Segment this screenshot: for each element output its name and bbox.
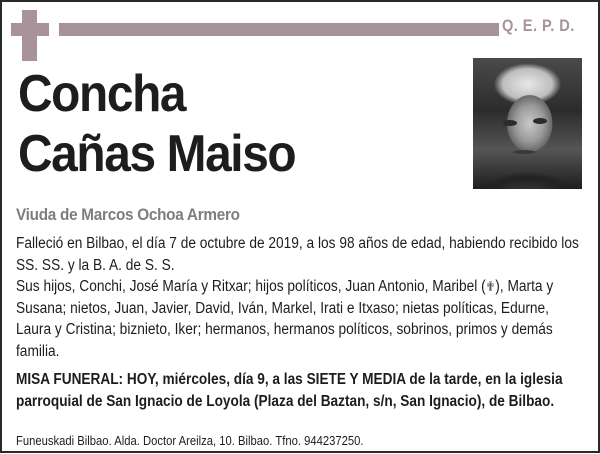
first-name: Concha [18, 65, 186, 123]
family-text-1: Sus hijos, Conchi, José María y Ritxar; hijos políticos, Juan Antonio, Maribel ( [16, 278, 486, 295]
funeral-home-footer: Funeuskadi Bilbao. Alda. Doctor Areilza, 10. Bilbao. Tfno. 944237250. [16, 434, 364, 448]
header-rule [59, 23, 499, 36]
deceased-cross-icon: ✟ [485, 279, 496, 294]
qepd-label: Q. E. P. D. [502, 16, 575, 35]
photo-detail [503, 120, 517, 126]
surnames: Cañas Maiso [18, 125, 296, 183]
photo-detail [513, 150, 535, 154]
funeral-mass-paragraph: MISA FUNERAL: HOY, miércoles, día 9, a las SIETE Y MEDIA de la tarde, en la iglesia parroquial de San Ignacio de Loyola (Plaza del Baztan, s/n, San Ignacio), de Bilbao. [16, 371, 563, 410]
portrait-photo [473, 58, 582, 189]
cross-icon-bar [11, 23, 49, 36]
photo-detail [533, 118, 547, 124]
family-paragraph [16, 276, 582, 362]
family-text-2: ), Marta y Susana; nietos, Juan, Javier, David, Iván, Markel, Irati e Itxaso; nietas políticas, Edurne, Laura y Cristina; biznieto, Iker; hermanos, hermanos políticos, sobrinos, primos y demás familia. [16, 278, 554, 360]
death-notice-paragraph: Falleció en Bilbao, el día 7 de octubre de 2019, a los 98 años de edad, habiendo recibido los SS. SS. y la B. A. de S. S. [16, 235, 579, 274]
widow-of-subtitle: Viuda de Marcos Ochoa Armero [16, 205, 240, 224]
